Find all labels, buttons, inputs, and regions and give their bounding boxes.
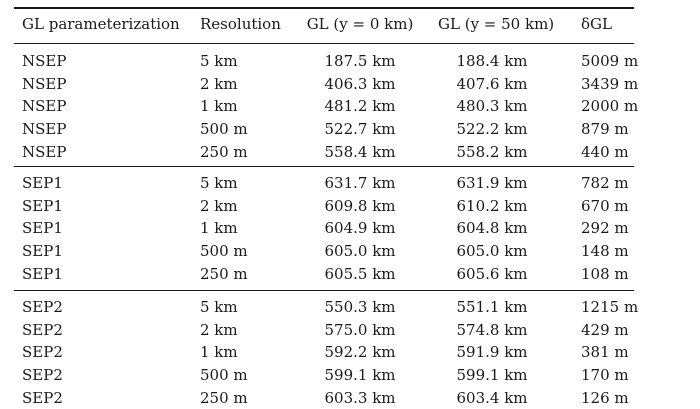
cell-parameterization: SEP1 bbox=[22, 174, 63, 192]
cell-delta-gl: 3439 m bbox=[581, 74, 639, 93]
table-row bbox=[0, 319, 700, 341]
table-row bbox=[0, 50, 700, 72]
cell-parameterization: SEP1 bbox=[22, 264, 63, 283]
cell-delta-gl: 782 m bbox=[581, 174, 629, 192]
cell-delta-gl: 5009 m bbox=[581, 52, 639, 70]
cell-delta-gl: 170 m bbox=[581, 366, 629, 385]
cell-resolution: 5 km bbox=[200, 52, 238, 70]
table-row bbox=[0, 387, 700, 409]
cell-delta-gl: 429 m bbox=[581, 320, 629, 339]
cell-gl-y0: 187.5 km bbox=[324, 52, 396, 70]
table-row bbox=[0, 296, 700, 318]
header-resolution: Resolution bbox=[200, 15, 281, 33]
cell-parameterization: SEP1 bbox=[22, 219, 63, 238]
cell-gl-y0: 592.2 km bbox=[324, 343, 396, 362]
cell-resolution: 2 km bbox=[200, 320, 238, 339]
table-row bbox=[0, 341, 700, 363]
table-row bbox=[0, 141, 700, 163]
cell-gl-y50: 480.3 km bbox=[456, 97, 528, 116]
cell-resolution: 500 m bbox=[200, 120, 248, 139]
cell-delta-gl: 126 m bbox=[581, 388, 629, 407]
cell-gl-y0: 631.7 km bbox=[324, 174, 396, 192]
cell-gl-y0: 604.9 km bbox=[324, 219, 396, 238]
cell-parameterization: SEP2 bbox=[22, 320, 63, 339]
cell-gl-y50: 605.0 km bbox=[456, 242, 528, 261]
cell-gl-y50: 631.9 km bbox=[456, 174, 528, 192]
cell-parameterization: NSEP bbox=[22, 97, 67, 116]
cell-gl-y0: 550.3 km bbox=[324, 298, 396, 316]
cell-gl-y50: 522.2 km bbox=[456, 120, 528, 139]
table-header-row bbox=[0, 13, 700, 35]
cell-parameterization: SEP2 bbox=[22, 366, 63, 385]
cell-parameterization: NSEP bbox=[22, 52, 67, 70]
cell-gl-y0: 406.3 km bbox=[324, 74, 396, 93]
table-row bbox=[0, 73, 700, 95]
cell-resolution: 250 m bbox=[200, 142, 248, 161]
cell-resolution: 500 m bbox=[200, 242, 248, 261]
cell-gl-y50: 574.8 km bbox=[456, 320, 528, 339]
cell-resolution: 250 m bbox=[200, 388, 248, 407]
cell-parameterization: SEP1 bbox=[22, 242, 63, 261]
cell-resolution: 5 km bbox=[200, 174, 238, 192]
cell-delta-gl: 670 m bbox=[581, 196, 629, 215]
group-separator-rule bbox=[14, 166, 634, 167]
cell-gl-y50: 558.2 km bbox=[456, 142, 528, 161]
table-row bbox=[0, 240, 700, 262]
cell-gl-y50: 551.1 km bbox=[456, 298, 528, 316]
table-top-rule bbox=[14, 7, 634, 9]
cell-parameterization: NSEP bbox=[22, 74, 67, 93]
table-row bbox=[0, 263, 700, 285]
cell-gl-y50: 591.9 km bbox=[456, 343, 528, 362]
cell-gl-y0: 609.8 km bbox=[324, 196, 396, 215]
table-row bbox=[0, 118, 700, 140]
cell-resolution: 2 km bbox=[200, 74, 238, 93]
header-gl-y0: GL (y = 0 km) bbox=[306, 15, 414, 33]
cell-delta-gl: 148 m bbox=[581, 242, 629, 261]
cell-parameterization: SEP2 bbox=[22, 298, 63, 316]
cell-gl-y50: 599.1 km bbox=[456, 366, 528, 385]
header-delta-gl: δGL bbox=[581, 15, 612, 33]
cell-gl-y0: 481.2 km bbox=[324, 97, 396, 116]
table-row bbox=[0, 195, 700, 217]
cell-gl-y50: 610.2 km bbox=[456, 196, 528, 215]
cell-gl-y50: 605.6 km bbox=[456, 264, 528, 283]
cell-gl-y0: 575.0 km bbox=[324, 320, 396, 339]
cell-delta-gl: 440 m bbox=[581, 142, 629, 161]
cell-resolution: 1 km bbox=[200, 97, 238, 116]
cell-parameterization: NSEP bbox=[22, 120, 67, 139]
cell-gl-y0: 558.4 km bbox=[324, 142, 396, 161]
cell-resolution: 2 km bbox=[200, 196, 238, 215]
cell-gl-y0: 605.0 km bbox=[324, 242, 396, 261]
table-row bbox=[0, 217, 700, 239]
cell-resolution: 5 km bbox=[200, 298, 238, 316]
cell-parameterization: SEP2 bbox=[22, 388, 63, 407]
cell-resolution: 500 m bbox=[200, 366, 248, 385]
header-gl-y50: GL (y = 50 km) bbox=[438, 15, 555, 33]
cell-gl-y0: 599.1 km bbox=[324, 366, 396, 385]
cell-delta-gl: 1215 m bbox=[581, 298, 639, 316]
table-row bbox=[0, 172, 700, 194]
cell-delta-gl: 2000 m bbox=[581, 97, 639, 116]
header-rule bbox=[14, 43, 634, 44]
cell-delta-gl: 879 m bbox=[581, 120, 629, 139]
cell-gl-y50: 604.8 km bbox=[456, 219, 528, 238]
cell-parameterization: NSEP bbox=[22, 142, 67, 161]
cell-delta-gl: 292 m bbox=[581, 219, 629, 238]
group-separator-rule bbox=[14, 290, 634, 291]
cell-gl-y0: 522.7 km bbox=[324, 120, 396, 139]
cell-resolution: 1 km bbox=[200, 343, 238, 362]
cell-gl-y50: 407.6 km bbox=[456, 74, 528, 93]
table-row bbox=[0, 364, 700, 386]
cell-gl-y0: 603.3 km bbox=[324, 388, 396, 407]
table-row bbox=[0, 95, 700, 117]
cell-resolution: 250 m bbox=[200, 264, 248, 283]
cell-gl-y50: 188.4 km bbox=[456, 52, 528, 70]
cell-delta-gl: 381 m bbox=[581, 343, 629, 362]
cell-delta-gl: 108 m bbox=[581, 264, 629, 283]
cell-parameterization: SEP1 bbox=[22, 196, 63, 215]
cell-gl-y0: 605.5 km bbox=[324, 264, 396, 283]
cell-resolution: 1 km bbox=[200, 219, 238, 238]
cell-gl-y50: 603.4 km bbox=[456, 388, 528, 407]
header-gl-parameterization: GL parameterization bbox=[22, 15, 180, 33]
cell-parameterization: SEP2 bbox=[22, 343, 63, 362]
